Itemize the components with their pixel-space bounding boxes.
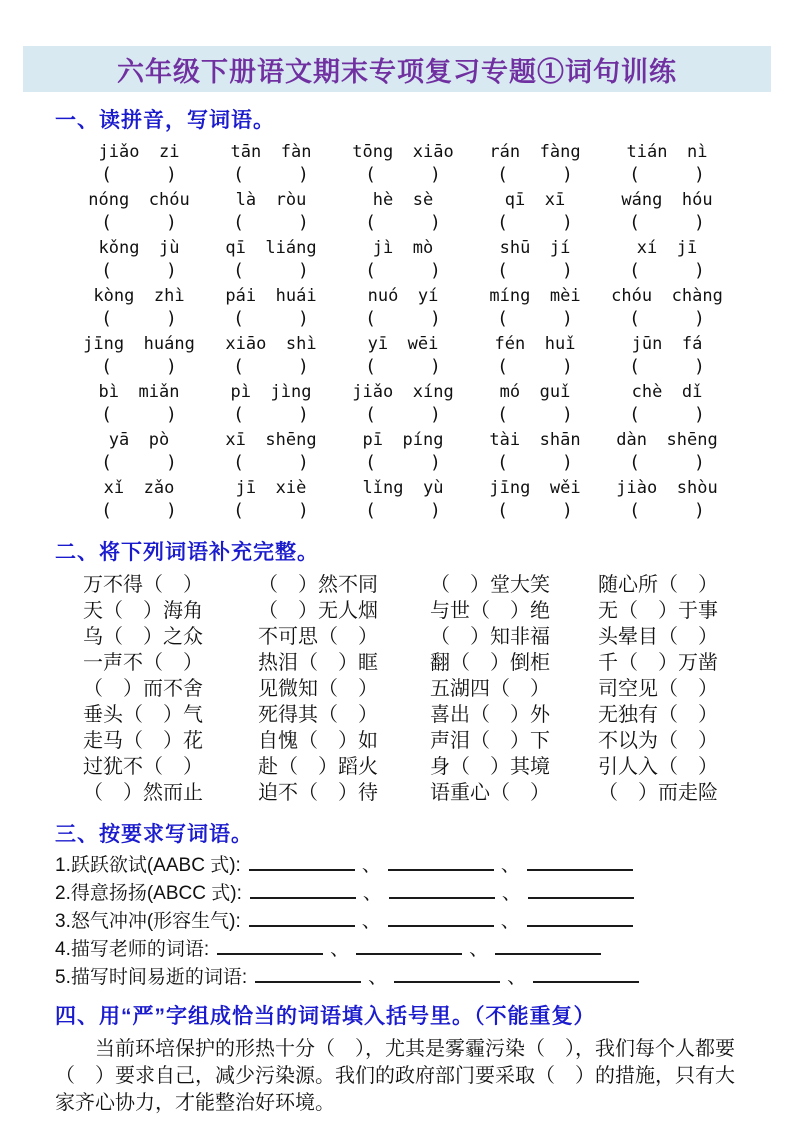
blank-line [533, 966, 639, 983]
pinyin-cell [205, 236, 337, 284]
answer-brackets: ( ) [497, 452, 573, 473]
pinyin-cell [601, 284, 733, 332]
list-separator: 、 [368, 967, 388, 988]
list-separator: 、 [501, 883, 521, 904]
list-separator: 、 [330, 939, 350, 960]
answer-brackets: ( ) [629, 404, 705, 425]
idiom-item: 不以为（ ） [598, 730, 718, 752]
pinyin-word: pái huái [225, 286, 317, 306]
blank-line [495, 938, 601, 955]
worksheet-content [55, 104, 749, 1117]
pinyin-word: kǒng jù [98, 238, 180, 258]
answer-brackets: ( ) [365, 452, 441, 473]
answer-brackets: ( ) [497, 260, 573, 281]
answer-brackets: ( ) [497, 500, 573, 521]
write-item-label: 5.描写时间易逝的词语: [55, 967, 248, 988]
answer-brackets: ( ) [497, 164, 573, 185]
pinyin-cell [205, 188, 337, 236]
pinyin-cell [337, 476, 469, 524]
blank-line [527, 854, 633, 871]
idiom-item: 喜出（ ）外 [430, 704, 550, 726]
answer-brackets: ( ) [101, 212, 177, 233]
pinyin-cell [337, 236, 469, 284]
pinyin-word: yī wēi [367, 334, 439, 354]
idiom-item: 千（ ）万凿 [598, 652, 718, 674]
pinyin-cell [73, 476, 205, 524]
write-item-label: 1.跃跃欲试(AABC 式): [55, 855, 241, 876]
pinyin-word: mó guǐ [499, 382, 571, 402]
list-separator: 、 [361, 855, 381, 876]
answer-brackets: ( ) [497, 212, 573, 233]
blank-line [389, 882, 495, 899]
answer-brackets: ( ) [365, 260, 441, 281]
pinyin-cell [205, 476, 337, 524]
answer-brackets: ( ) [497, 308, 573, 329]
idiom-item: 赴（ ）蹈火 [258, 756, 378, 778]
section-1-heading: 一、读拼音，写词语。 [55, 109, 275, 132]
idiom-item: 万不得（ ） [83, 574, 203, 596]
write-words-list [55, 854, 749, 988]
pinyin-cell [73, 284, 205, 332]
blank-line [356, 938, 462, 955]
answer-brackets: ( ) [365, 164, 441, 185]
pinyin-word: lǐng yù [362, 478, 444, 498]
pinyin-cell [469, 380, 601, 428]
answer-brackets: ( ) [365, 404, 441, 425]
answer-brackets: ( ) [233, 164, 309, 185]
pinyin-word: xiāo shì [225, 334, 317, 354]
pinyin-cell [469, 188, 601, 236]
answer-brackets: ( ) [233, 452, 309, 473]
pinyin-word: jiào shòu [616, 478, 718, 498]
pinyin-word: fén huǐ [494, 334, 576, 354]
pinyin-cell [337, 188, 469, 236]
pinyin-cell [469, 476, 601, 524]
pinyin-word: tián nì [626, 142, 708, 162]
idiom-item: （ ）堂大笑 [430, 574, 550, 596]
pinyin-cell [337, 380, 469, 428]
pinyin-cell [205, 284, 337, 332]
idiom-item: （ ）无人烟 [258, 600, 378, 622]
pinyin-cell [205, 428, 337, 476]
pinyin-cell [469, 428, 601, 476]
answer-brackets: ( ) [233, 260, 309, 281]
pinyin-cell [337, 332, 469, 380]
pinyin-word: wáng hóu [621, 190, 713, 210]
pinyin-cell [73, 332, 205, 380]
idiom-item: 垂头（ ）气 [83, 704, 203, 726]
idiom-item: 语重心（ ） [430, 782, 550, 804]
idiom-item: 自愧（ ）如 [258, 730, 378, 752]
answer-brackets: ( ) [365, 308, 441, 329]
pinyin-cell [337, 140, 469, 188]
idiom-item: 无独有（ ） [598, 704, 718, 726]
section-2-heading: 二、将下列词语补充完整。 [55, 541, 319, 564]
idiom-item: 死得其（ ） [258, 704, 378, 726]
idiom-item: （ ）然而止 [83, 782, 203, 804]
pinyin-cell [205, 332, 337, 380]
write-item [55, 910, 749, 932]
idiom-item: （ ）然不同 [258, 574, 378, 596]
list-separator: 、 [469, 939, 489, 960]
pinyin-word: hè sè [372, 190, 434, 210]
answer-brackets: ( ) [629, 500, 705, 521]
pinyin-word: bì miǎn [98, 382, 180, 402]
pinyin-word: jīng wěi [489, 478, 581, 498]
section-4-heading: 四、用“严”字组成恰当的词语填入括号里。（不能重复） [55, 1005, 596, 1028]
pinyin-word: là ròu [235, 190, 307, 210]
answer-brackets: ( ) [365, 500, 441, 521]
blank-line [217, 938, 323, 955]
section-3-heading: 三、按要求写词语。 [55, 823, 253, 846]
pinyin-word: jīng huáng [83, 334, 195, 354]
idiom-item: 与世（ ）绝 [430, 600, 550, 622]
write-item [55, 938, 749, 960]
blank-line [388, 910, 494, 927]
pinyin-cell [337, 428, 469, 476]
fill-in-paragraph: 当前环培保护的形热十分（ ），尤其是雾霾污染（ ），我们每个人都要（ ）要求自己，减少污染源。我们的政府部门要采取（ ）的措施，只有大家齐心协力，才能整治好环境。 [55, 1038, 735, 1114]
pinyin-cell [601, 188, 733, 236]
write-item [55, 854, 749, 876]
pinyin-word: shū jí [499, 238, 571, 258]
idiom-item: 无（ ）于事 [598, 600, 718, 622]
pinyin-word: pī píng [362, 430, 444, 450]
answer-brackets: ( ) [233, 356, 309, 377]
idiom-item: 迫不（ ）待 [258, 782, 378, 804]
title-banner [23, 46, 771, 92]
pinyin-cell [337, 284, 469, 332]
blank-line [388, 854, 494, 871]
pinyin-cell [469, 332, 601, 380]
write-item [55, 966, 749, 988]
blank-line [527, 910, 633, 927]
blank-line [249, 854, 355, 871]
write-item-label: 4.描写老师的词语: [55, 939, 210, 960]
pinyin-grid [73, 140, 733, 524]
answer-brackets: ( ) [233, 308, 309, 329]
pinyin-word: jiǎo zi [98, 142, 180, 162]
pinyin-cell [205, 380, 337, 428]
blank-line [250, 882, 356, 899]
pinyin-cell [73, 428, 205, 476]
pinyin-word: nóng chóu [88, 190, 190, 210]
pinyin-cell [601, 332, 733, 380]
answer-brackets: ( ) [629, 164, 705, 185]
answer-brackets: ( ) [629, 452, 705, 473]
list-separator: 、 [500, 855, 520, 876]
answer-brackets: ( ) [629, 356, 705, 377]
idiom-item: 天（ ）海角 [83, 600, 203, 622]
idiom-item: 司空见（ ） [598, 678, 718, 700]
idiom-item: 一声不（ ） [83, 652, 203, 674]
idiom-item: 引人入（ ） [598, 756, 718, 778]
pinyin-word: chóu chàng [611, 286, 723, 306]
pinyin-word: nuó yí [367, 286, 439, 306]
idiom-item: （ ）而走险 [598, 782, 718, 804]
pinyin-cell [73, 188, 205, 236]
pinyin-cell [73, 380, 205, 428]
answer-brackets: ( ) [497, 404, 573, 425]
pinyin-word: yā pò [108, 430, 170, 450]
pinyin-cell [205, 140, 337, 188]
idiom-item: 五湖四（ ） [430, 678, 550, 700]
pinyin-word: jūn fá [631, 334, 703, 354]
idiom-item: 声泪（ ）下 [430, 730, 550, 752]
idiom-item: 头晕目（ ） [598, 626, 718, 648]
pinyin-cell [601, 380, 733, 428]
pinyin-cell [601, 140, 733, 188]
pinyin-cell [73, 140, 205, 188]
answer-brackets: ( ) [233, 500, 309, 521]
answer-brackets: ( ) [101, 452, 177, 473]
write-item [55, 882, 749, 904]
answer-brackets: ( ) [101, 260, 177, 281]
answer-brackets: ( ) [101, 308, 177, 329]
answer-brackets: ( ) [365, 212, 441, 233]
answer-brackets: ( ) [629, 308, 705, 329]
idiom-item: 过犹不（ ） [83, 756, 203, 778]
answer-brackets: ( ) [629, 212, 705, 233]
idiom-item: 随心所（ ） [598, 574, 718, 596]
pinyin-word: qī liáng [225, 238, 317, 258]
pinyin-word: tān fàn [230, 142, 312, 162]
pinyin-cell [469, 236, 601, 284]
answer-brackets: ( ) [101, 356, 177, 377]
blank-line [255, 966, 361, 983]
page-title: 六年级下册语文期末专项复习专题①词句训练 [117, 56, 677, 87]
blank-line [528, 882, 634, 899]
pinyin-word: xí jī [636, 238, 698, 258]
answer-brackets: ( ) [233, 404, 309, 425]
answer-brackets: ( ) [101, 404, 177, 425]
pinyin-word: pì jìng [230, 382, 312, 402]
list-separator: 、 [507, 967, 527, 988]
idiom-item: 见微知（ ） [258, 678, 378, 700]
pinyin-cell [601, 476, 733, 524]
pinyin-word: jì mò [372, 238, 434, 258]
pinyin-word: tōng xiāo [352, 142, 454, 162]
list-separator: 、 [361, 911, 381, 932]
idiom-item: 热泪（ ）眶 [258, 652, 378, 674]
pinyin-word: kòng zhì [93, 286, 185, 306]
pinyin-word: jī xiè [235, 478, 307, 498]
blank-line [394, 966, 500, 983]
pinyin-cell [73, 236, 205, 284]
pinyin-word: xī shēng [225, 430, 317, 450]
idiom-item: 翻（ ）倒柜 [430, 652, 550, 674]
pinyin-word: chè dǐ [631, 382, 703, 402]
pinyin-word: míng mèi [489, 286, 581, 306]
idiom-grid [83, 572, 743, 806]
pinyin-cell [601, 236, 733, 284]
pinyin-word: xǐ zǎo [103, 478, 175, 498]
list-separator: 、 [362, 883, 382, 904]
pinyin-cell [601, 428, 733, 476]
pinyin-cell [469, 140, 601, 188]
pinyin-word: rán fàng [489, 142, 581, 162]
blank-line [249, 910, 355, 927]
answer-brackets: ( ) [629, 260, 705, 281]
idiom-item: 走马（ ）花 [83, 730, 203, 752]
answer-brackets: ( ) [101, 164, 177, 185]
answer-brackets: ( ) [101, 500, 177, 521]
pinyin-word: jiǎo xíng [352, 382, 454, 402]
list-separator: 、 [500, 911, 520, 932]
idiom-item: （ ）而不舍 [83, 678, 203, 700]
pinyin-cell [469, 284, 601, 332]
idiom-item: （ ）知非福 [430, 626, 550, 648]
answer-brackets: ( ) [233, 212, 309, 233]
pinyin-word: tài shān [489, 430, 581, 450]
pinyin-word: qī xī [504, 190, 566, 210]
answer-brackets: ( ) [365, 356, 441, 377]
idiom-item: 身（ ）其境 [430, 756, 550, 778]
answer-brackets: ( ) [497, 356, 573, 377]
idiom-item: 乌（ ）之众 [83, 626, 203, 648]
pinyin-word: dàn shēng [616, 430, 718, 450]
idiom-item: 不可思（ ） [258, 626, 378, 648]
write-item-label: 3.怒气冲冲(形容生气): [55, 911, 241, 932]
write-item-label: 2.得意扬扬(ABCC 式): [55, 883, 242, 904]
